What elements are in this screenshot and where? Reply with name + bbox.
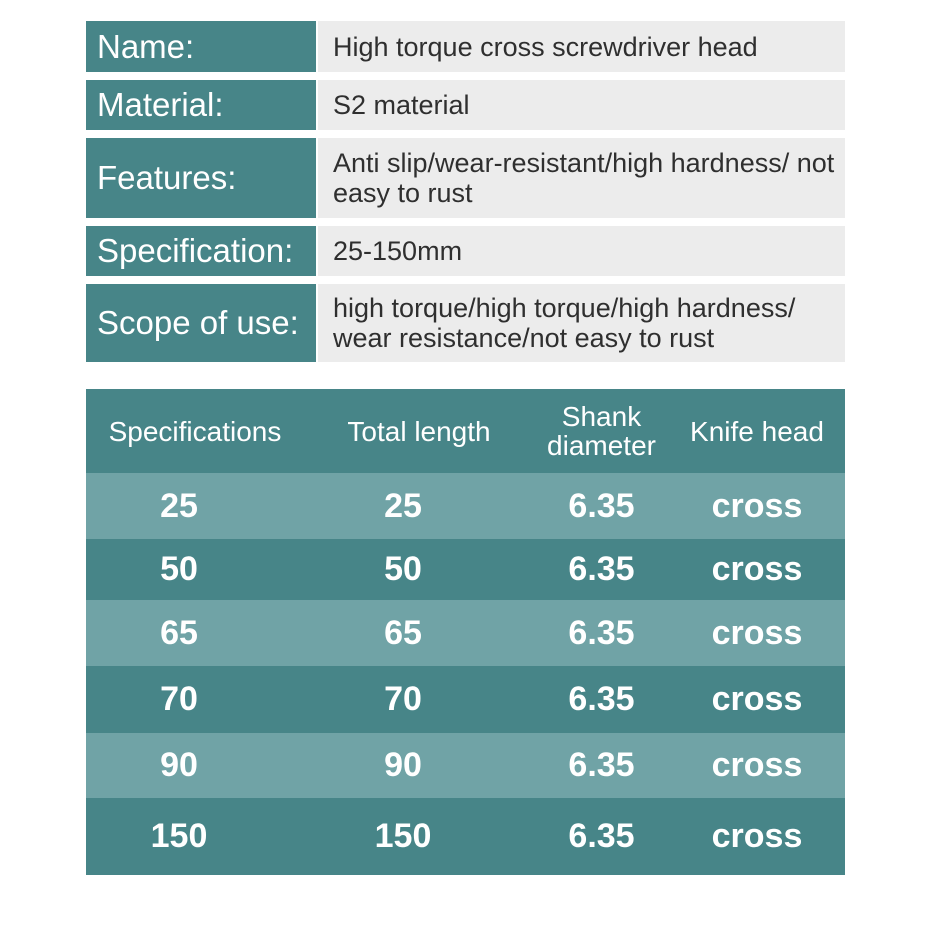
- cell-shank-diameter: 6.35: [568, 680, 635, 718]
- info-row-features: [86, 138, 845, 218]
- info-value: high torque/high torque/high hardness/ wear resistance/not easy to rust: [318, 284, 845, 362]
- cell-total-length: 50: [384, 550, 422, 588]
- info-label: Features:: [86, 138, 316, 218]
- cell-knife-head: cross: [711, 680, 803, 718]
- header-specifications: Specifications: [108, 415, 282, 447]
- cell-specification: 50: [160, 550, 198, 588]
- table-row: [86, 539, 845, 600]
- info-label: Material:: [86, 80, 316, 130]
- cell-knife-head: cross: [711, 746, 803, 784]
- cell-specification: 150: [150, 817, 208, 855]
- product-info-table: [86, 21, 845, 362]
- cell-specification: 70: [160, 680, 198, 718]
- table-row: [86, 600, 845, 666]
- info-row-scope-of-use: [86, 284, 845, 362]
- table-row: [86, 666, 845, 733]
- cell-shank-diameter: 6.35: [568, 486, 635, 525]
- info-row-material: [86, 80, 845, 130]
- cell-total-length: 150: [374, 817, 432, 855]
- cell-total-length: 90: [384, 746, 422, 784]
- info-label: Scope of use:: [86, 284, 316, 362]
- info-value: Anti slip/wear-resistant/high hardness/ not easy to rust: [318, 138, 845, 218]
- header-shank-diameter: Shank diameter: [547, 401, 656, 461]
- cell-knife-head: cross: [711, 613, 803, 652]
- cell-knife-head: cross: [711, 486, 803, 525]
- table-header: [86, 389, 845, 473]
- cell-specification: 25: [160, 486, 198, 525]
- cell-shank-diameter: 6.35: [568, 817, 635, 855]
- info-row-name: [86, 21, 845, 72]
- info-value: S2 material: [318, 80, 845, 130]
- table-row: [86, 798, 845, 875]
- cell-total-length: 65: [384, 613, 422, 652]
- cell-specification: 65: [160, 613, 198, 652]
- header-knife-head: Knife head: [690, 415, 824, 447]
- header-total-length: Total length: [347, 415, 491, 447]
- cell-total-length: 70: [384, 680, 422, 718]
- info-value: 25-150mm: [318, 226, 845, 276]
- cell-knife-head: cross: [711, 817, 803, 855]
- cell-shank-diameter: 6.35: [568, 613, 635, 652]
- table-row: [86, 473, 845, 539]
- info-label: Name:: [86, 21, 316, 72]
- info-value: High torque cross screwdriver head: [318, 21, 845, 72]
- cell-knife-head: cross: [711, 550, 803, 588]
- cell-specification: 90: [160, 746, 198, 784]
- info-label: Specification:: [86, 226, 316, 276]
- info-row-specification: [86, 226, 845, 276]
- cell-total-length: 25: [384, 486, 422, 525]
- cell-shank-diameter: 6.35: [568, 746, 635, 784]
- table-row: [86, 733, 845, 798]
- specification-table: [86, 389, 845, 875]
- cell-shank-diameter: 6.35: [568, 550, 635, 588]
